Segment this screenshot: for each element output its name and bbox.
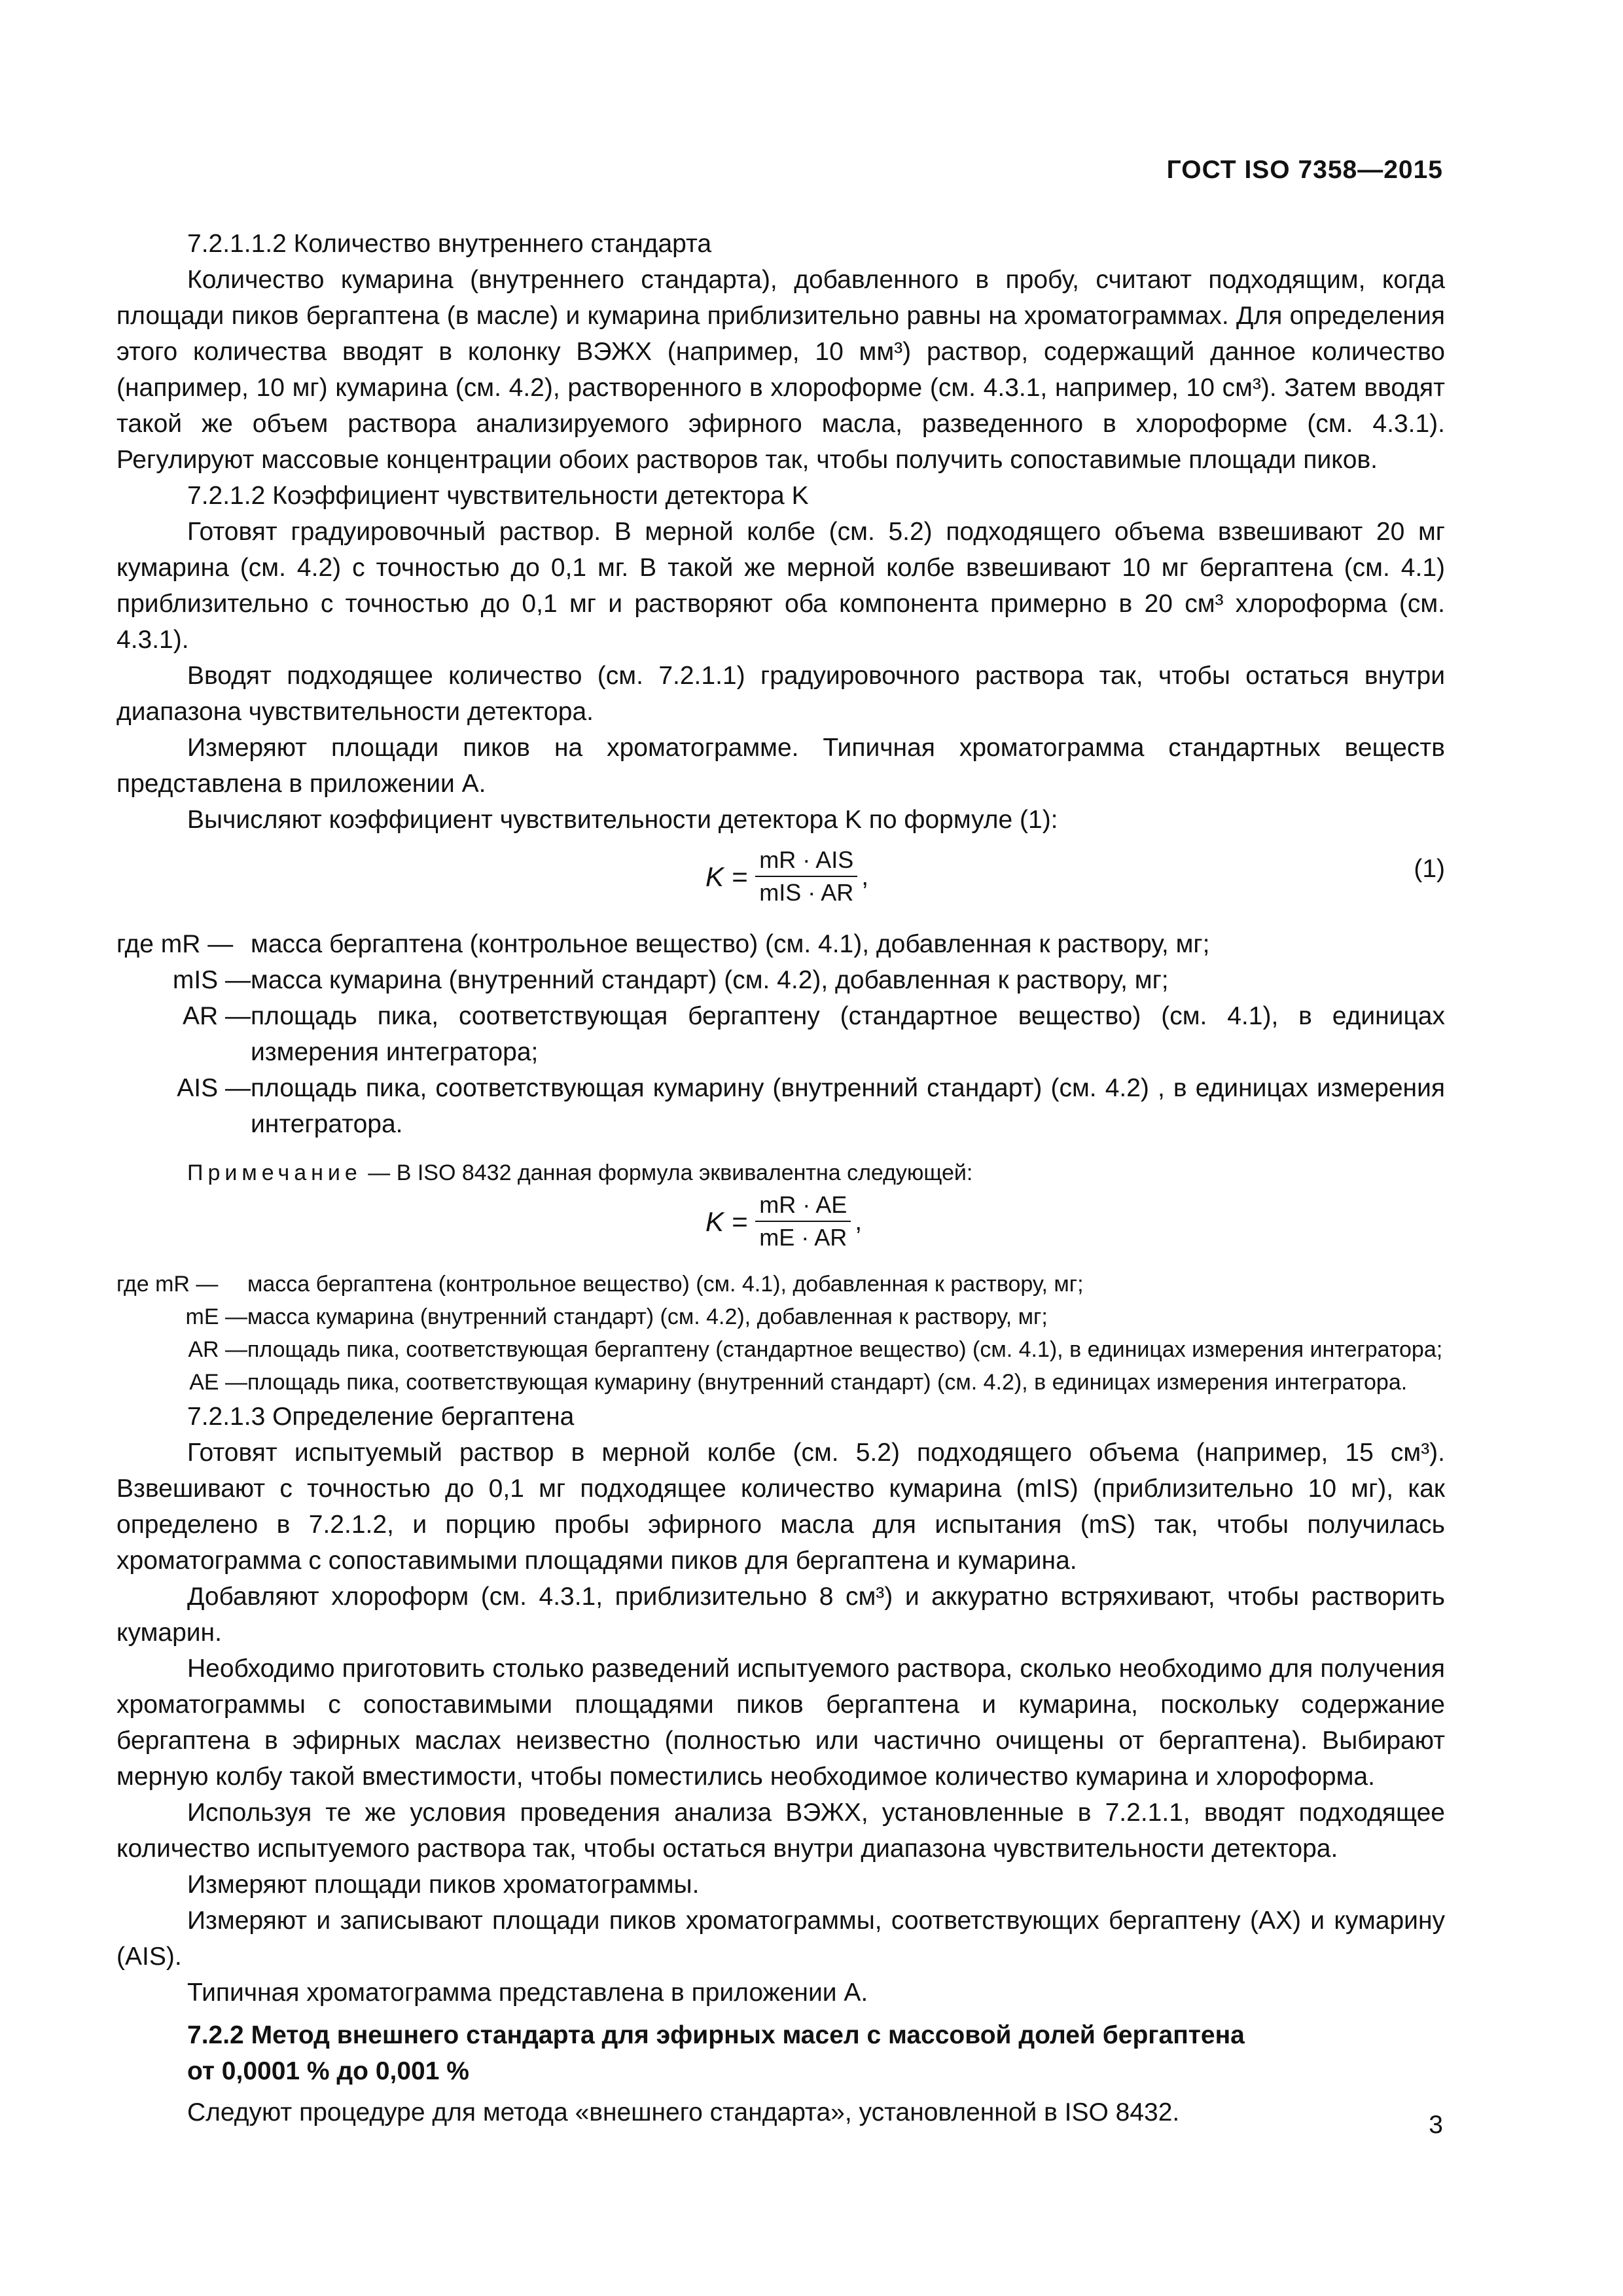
paragraph: Следуют процедуре для метода «внешнего стандарта», установленной в ISO 8432. bbox=[187, 2098, 1180, 2126]
section-title: 7.2.1.3 Определение бергаптена bbox=[187, 1403, 575, 1431]
where-item bbox=[116, 1366, 1445, 1399]
formula-fraction bbox=[755, 1189, 851, 1253]
where-item bbox=[116, 926, 1445, 962]
note-text: — В ISO 8432 данная формула эквивалентна следующей: bbox=[368, 1160, 973, 1185]
where-symbol: где mR — bbox=[116, 930, 234, 958]
subsection-heading-line1: 7.2.2 Метод внешнего стандарта для эфирных масел с массовой долей бергаптена bbox=[187, 2021, 1245, 2049]
paragraph: Используя те же условия проведения анализа ВЭЖХ, установленные в 7.2.1.1, вводят подходящее количество испытуемого раствора так, чтобы остаться внутри диапазона чувствительности детектора. bbox=[116, 1799, 1445, 1863]
formula-k-symbol: K = bbox=[705, 1206, 748, 1237]
where-text: площадь пика, соответствующая кумарину (внутренний стандарт) (см. 4.2), в единицах измерения интегратора. bbox=[247, 1370, 1408, 1395]
paragraph: Измеряют площади пиков на хроматограмме. Типичная хроматограмма стандартных веществ представлена в приложении А. bbox=[116, 734, 1445, 798]
subsection-heading bbox=[116, 2017, 1445, 2089]
paragraph: Измеряют площади пиков хроматограммы. bbox=[187, 1871, 700, 1899]
paragraph: Добавляют хлороформ (см. 4.3.1, приблизительно 8 см³) и аккуратно встряхивают, чтобы растворить кумарин. bbox=[116, 1583, 1445, 1647]
section-title: 7.2.1.2 Коэффициент чувствительности детектора K bbox=[187, 482, 809, 510]
where-list bbox=[116, 926, 1445, 1142]
where-item bbox=[116, 1333, 1445, 1366]
where-text: площадь пика, соответствующая бергаптену (стандартное вещество) (см. 4.1), в единицах измерения интегратора; bbox=[251, 1002, 1445, 1066]
paragraph: Готовят градуировочный раствор. В мерной колбе (см. 5.2) подходящего объема взвешивают 20 мг кумарина (см. 4.2) с точностью до 0,1 мг. В такой же мерной колбе взвешивают 10 мг бергаптена (см. 4.1) приблизительно с точностью до 0,1 мг и растворяют оба компонента примерно в 20 см³ хлороформа (см. 4.3.1). bbox=[116, 518, 1445, 654]
where-symbol: AR — bbox=[188, 1337, 247, 1362]
note bbox=[116, 1157, 1445, 1189]
section-title: 7.2.1.1.2 Количество внутреннего стандарта bbox=[187, 230, 712, 258]
where-text: масса кумарина (внутренний стандарт) (см. 4.2), добавленная к раствору, мг; bbox=[247, 1304, 1048, 1329]
where-item bbox=[116, 1300, 1445, 1333]
where-symbol: AE — bbox=[189, 1370, 247, 1395]
where-text: масса кумарина (внутренний стандарт) (см. 4.2), добавленная к раствору, мг; bbox=[251, 966, 1169, 994]
document-body bbox=[116, 226, 1445, 2130]
where-text: масса бергаптена (контрольное вещество) (см. 4.1), добавленная к раствору, мг; bbox=[247, 1272, 1084, 1297]
paragraph: Готовят испытуемый раствор в мерной колбе (см. 5.2) подходящего объема (например, 15 см³). Взвешивают с точностью до 0,1 мг подходящее количество кумарина (mIS) (приблизительно 10 мг), как определено в 7.2.1.2, и порцию пробы эфирного масла для испытания (mS) так, чтобы получилась хроматограмма с сопоставимыми площадями пиков для бергаптена и кумарина. bbox=[116, 1439, 1445, 1575]
paragraph: Типичная хроматограмма представлена в приложении А. bbox=[187, 1979, 868, 2007]
formula-numerator: mR · AE bbox=[755, 1189, 851, 1222]
paragraph: Вводят подходящее количество (см. 7.2.1.1) градуировочного раствора так, чтобы остаться внутри диапазона чувствительности детектора. bbox=[116, 662, 1445, 726]
page-number: 3 bbox=[1429, 2111, 1443, 2139]
paragraph: Количество кумарина (внутреннего стандарта), добавленного в пробу, считают подходящим, когда площади пиков бергаптена (в масле) и кумарина приблизительно равны на хроматограммах. Для определения этого количества вводят в колонку ВЭЖХ (например, 10 мм³) раствор, содержащий данное количество (например, 10 мг) кумарина (см. 4.2), растворенного в хлороформе (см. 4.3.1, например, 10 см³). Затем вводят такой же объем раствора анализируемого эфирного масла, разведенного в хлороформе (см. 4.3.1). Регулируют массовые концентрации обоих растворов так, чтобы получить сопоставимые площади пиков. bbox=[116, 266, 1445, 474]
where-text: площадь пика, соответствующая кумарину (внутренний стандарт) (см. 4.2) , в единицах измерения интегратора. bbox=[251, 1074, 1445, 1138]
formula-denominator: mIS · AR bbox=[759, 879, 854, 906]
paragraph: Вычисляют коэффициент чувствительности детектора K по формуле (1): bbox=[187, 806, 1058, 834]
formula-fraction bbox=[755, 844, 857, 908]
formula-denominator: mE · AR bbox=[759, 1224, 847, 1251]
where-item bbox=[116, 1268, 1445, 1300]
formula-1: K = $\frac{\text{mR · AIS}}{\text{mIS · AR}}$ , (1) bbox=[116, 838, 1445, 926]
formula-number: (1) bbox=[1414, 855, 1445, 883]
paragraph: Необходимо приготовить столько разведений испытуемого раствора, сколько необходимо для получения хроматограммы с сопоставимыми площадями пиков бергаптена и кумарина, поскольку содержание бергаптена в эфирных маслах неизвестно (полностью или частично очищены от бергаптена). Выбирают мерную колбу такой вместимости, чтобы поместились необходимое количество кумарина и хлороформа. bbox=[116, 1655, 1445, 1791]
where-item bbox=[116, 1070, 1445, 1142]
where-symbol: где mR — bbox=[116, 1272, 219, 1297]
subsection-heading-line2: от 0,0001 % до 0,001 % bbox=[187, 2057, 469, 2085]
where-symbol: AIS — bbox=[177, 1074, 251, 1102]
where-symbol: mE — bbox=[185, 1304, 247, 1329]
where-text: площадь пика, соответствующая бергаптену (стандартное вещество) (см. 4.1), в единицах измерения интегратора; bbox=[247, 1337, 1443, 1362]
note-label: Примечание bbox=[187, 1160, 362, 1185]
paragraph: Измеряют и записывают площади пиков хроматограммы, соответствующих бергаптену (AX) и кумарину (AIS). bbox=[116, 1907, 1445, 1971]
where-item bbox=[116, 998, 1445, 1070]
document-header: ГОСТ ISO 7358—2015 bbox=[1166, 156, 1443, 184]
where-text: масса бергаптена (контрольное вещество) (см. 4.1), добавленная к раствору, мг; bbox=[251, 930, 1210, 958]
where-symbol: AR — bbox=[182, 1002, 251, 1030]
formula-k-symbol: K = bbox=[705, 861, 748, 892]
where-item bbox=[116, 962, 1445, 998]
formula-2: K = $\frac{mR \cdot AE}{mE \cdot AR}$ , bbox=[116, 1189, 1445, 1268]
where-list-note bbox=[116, 1268, 1445, 1399]
where-symbol: mIS — bbox=[172, 966, 251, 994]
formula-numerator: mR · AIS bbox=[755, 844, 857, 877]
